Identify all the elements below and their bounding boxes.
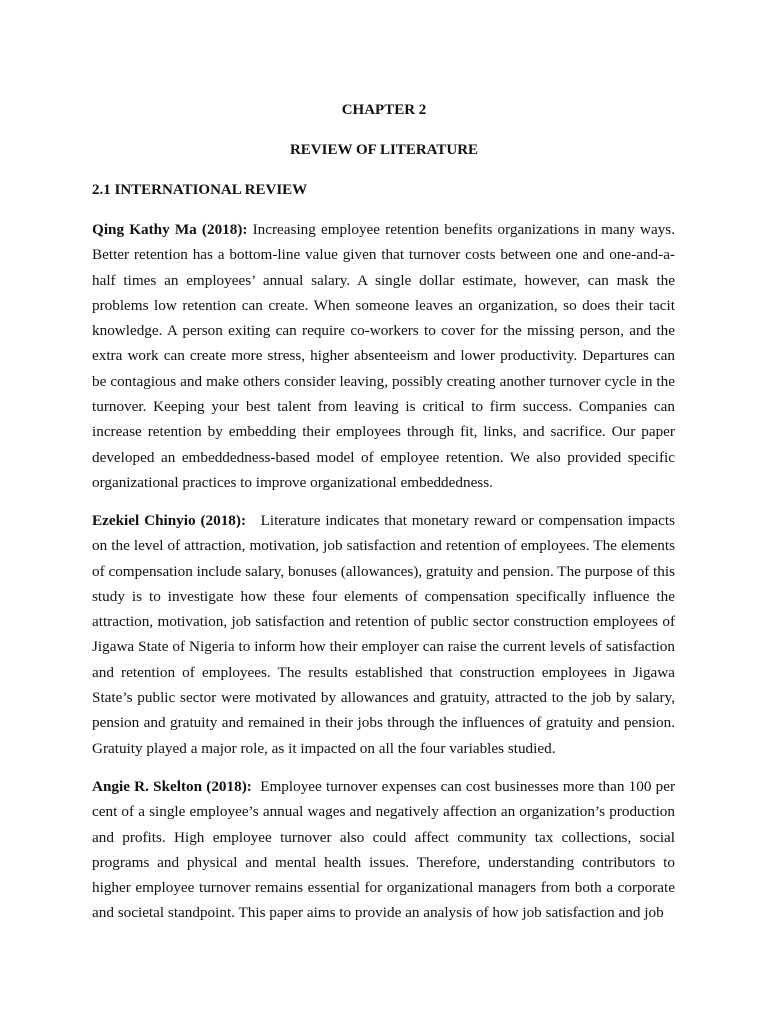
entry-text: Literature indicates that monetary reward or compensation impacts on the level of attraction, motivation, job satisfaction and retention of employees. The elements of compensation include salary, bonuses (allowances), gratuity and pension. The purpose of this study is to investigate how these four elements of compensation specifically influence the attraction, motivation, job satisfaction and retention of public sector construction employees of Jigawa State of Nigeria to inform how their employer can raise the current levels of satisfaction and retention of employees. The results established that construction employees in Jigawa State’s public sector were motivated by allowances and gratuity, attracted to the job by salary, pension and gratuity and remained in their jobs through the influences of gratuity and pension. Gratuity played a major role, as it impacted on all the four variables studied. [92, 512, 675, 757]
review-entry-ma [92, 217, 675, 495]
entry-author: Ezekiel Chinyio (2018): [92, 512, 246, 529]
review-entry-chinyio [92, 508, 675, 761]
entry-author: Angie R. Skelton (2018): [92, 778, 252, 795]
section-heading: 2.1 INTERNATIONAL REVIEW [92, 182, 308, 198]
entry-text: Employee turnover expenses can cost businesses more than 100 per cent of a single employee’s annual wages and negatively affection an organization’s production and profits. High employee turnover also could affect community tax collections, social programs and physical and mental health issues. Therefore, understanding contributors to higher employee turnover remains essential for organizational managers from both a corporate and societal standpoint. This paper aims to provide an analysis of how job satisfaction and job [92, 778, 676, 922]
chapter-title: REVIEW OF LITERATURE [289, 142, 479, 158]
chapter-heading: CHAPTER 2 [341, 102, 427, 118]
entry-text: Increasing employee retention benefits organizations in many ways. Better retention has a bottom-line value given that turnover costs between one and one-and-a-half times an employees’ annual salary. A single dollar estimate, however, can mask the problems low retention can create. When someone leaves an organization, so does their tacit knowledge. A person exiting can require co-workers to cover for the missing person, and the extra work can create more stress, higher absenteeism and lower productivity. Departures can be contagious and make others consider leaving, possibly creating another turnover cycle in the turnover. Keeping your best talent from leaving is critical to firm success. Companies can increase retention by embedding their employees through fit, links, and sacrifice. Our paper developed an embeddedness-based model of employee retention. We also provided specific organizational practices to improve organizational embeddedness. [92, 221, 676, 491]
entry-author: Qing Kathy Ma (2018): [92, 221, 248, 238]
review-entry-skelton [92, 774, 675, 926]
